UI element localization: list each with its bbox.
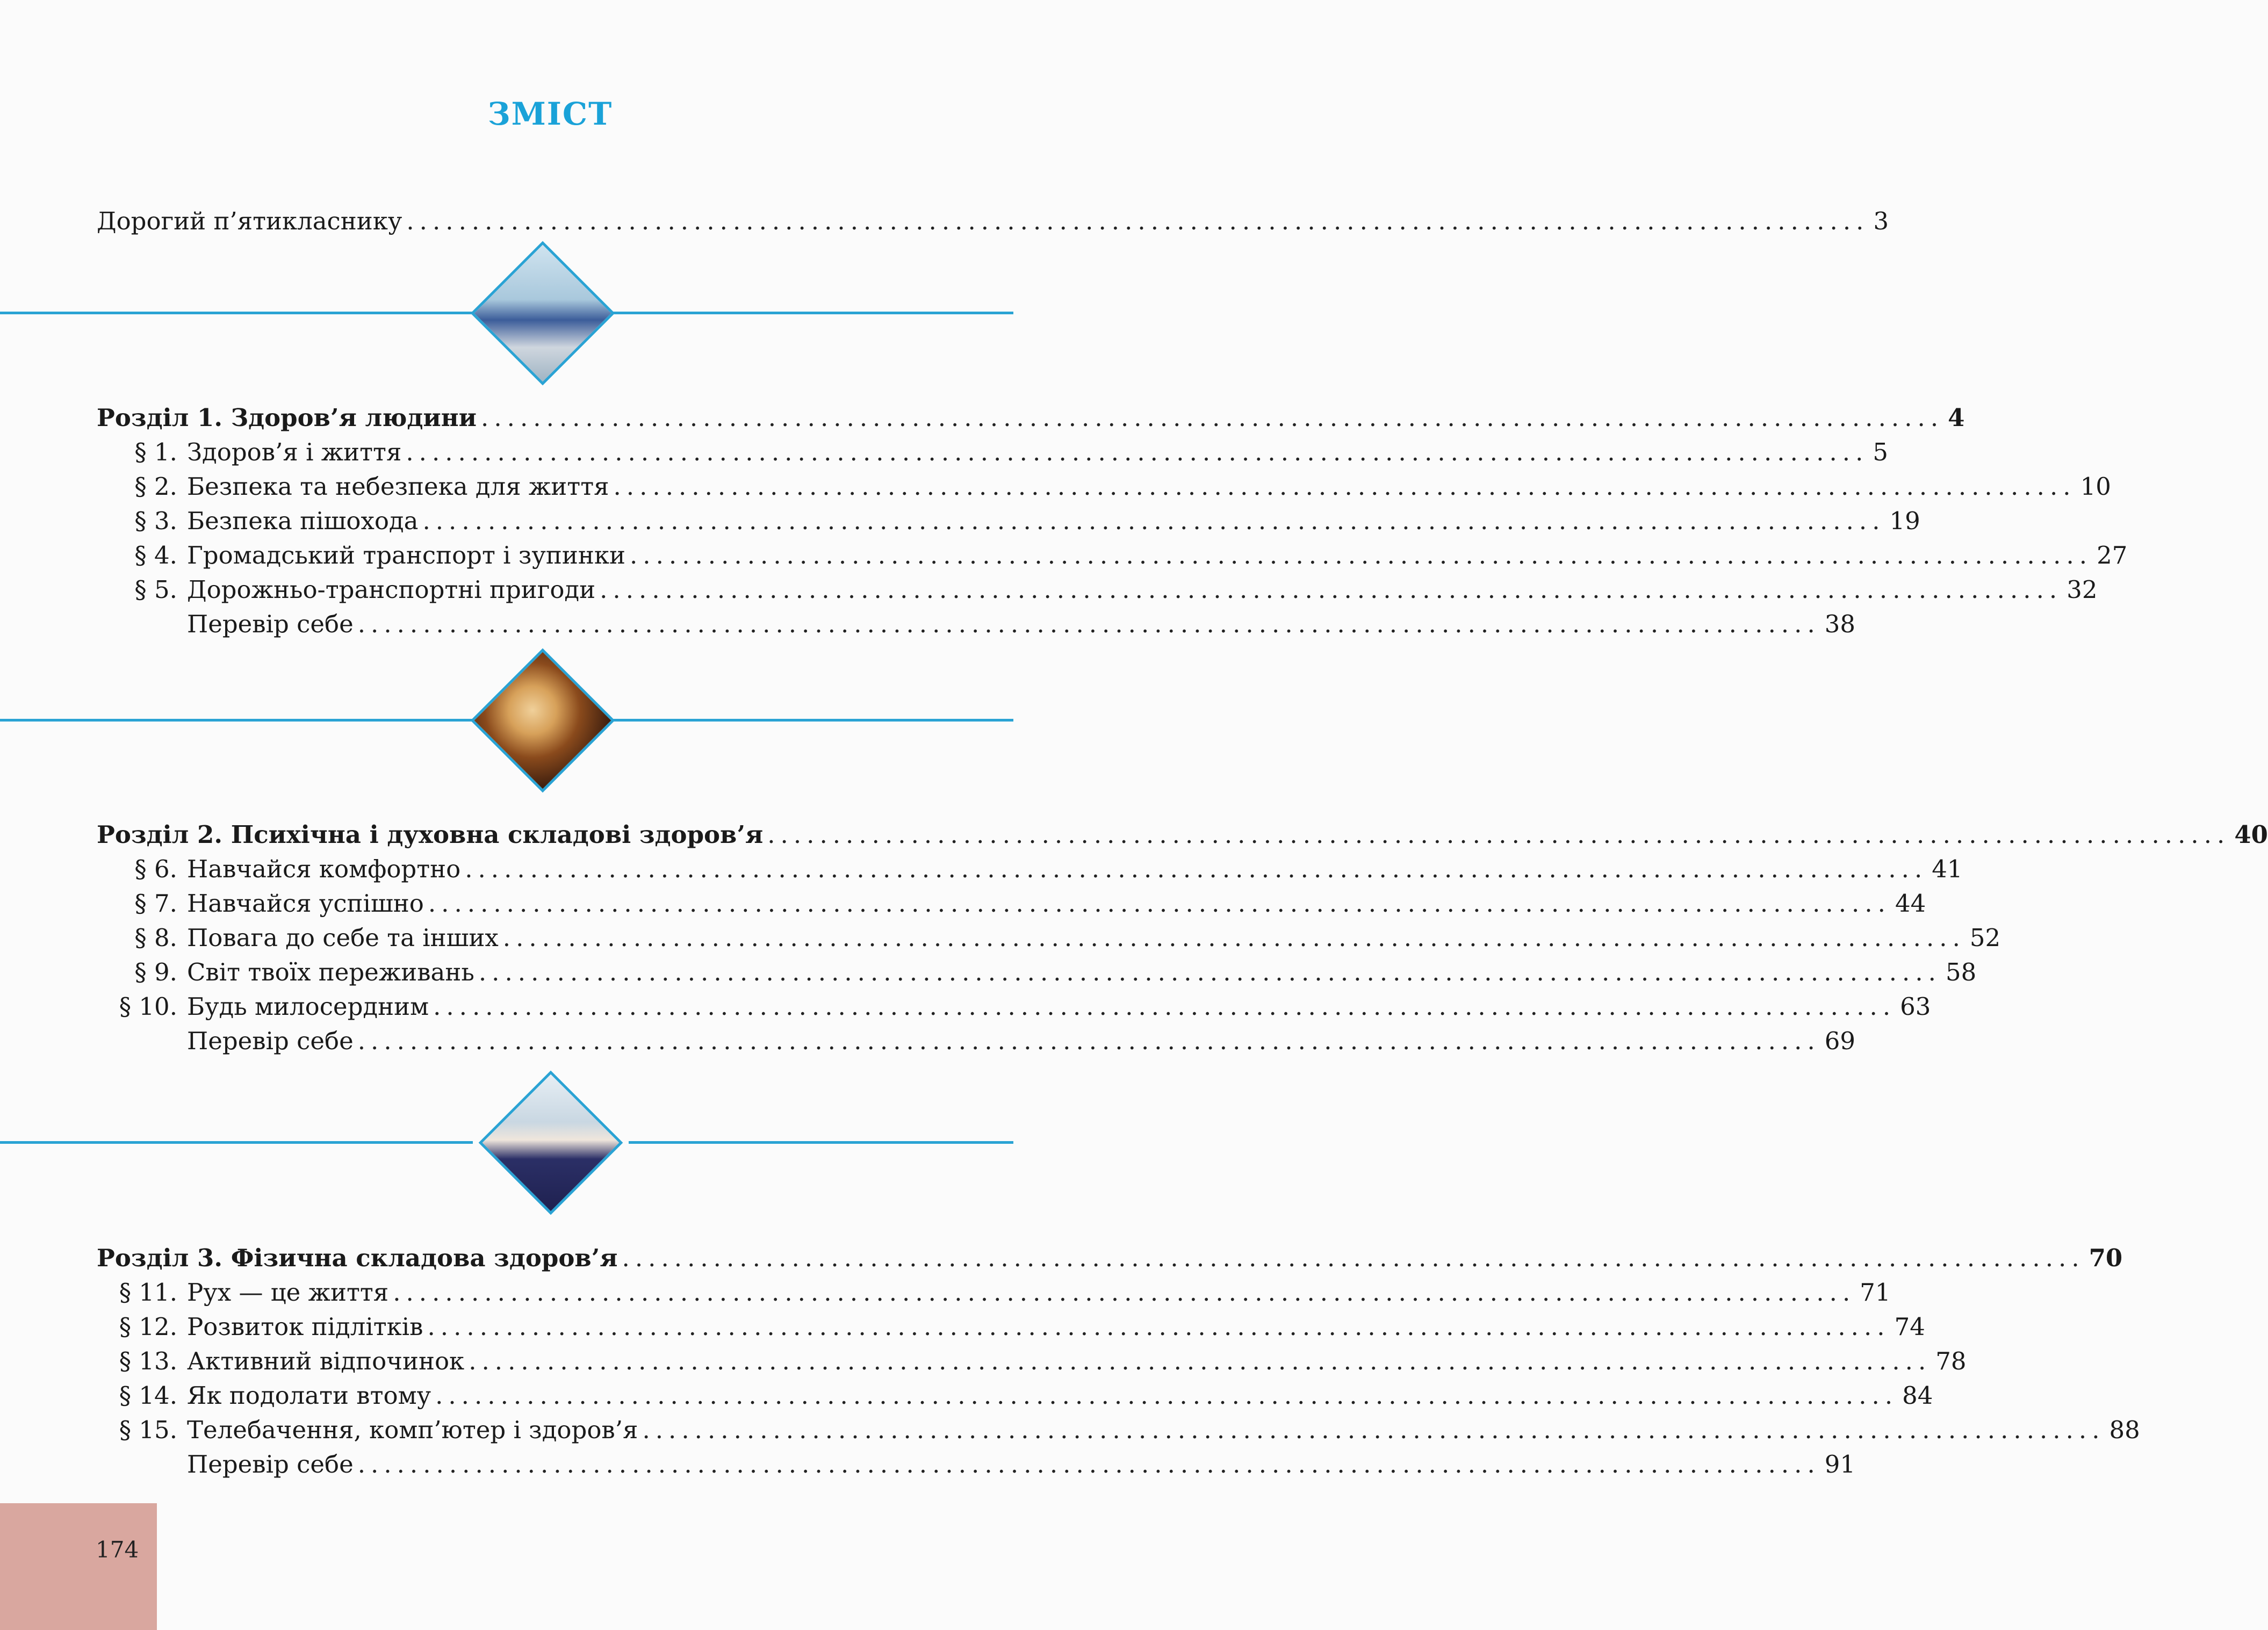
toc-leader: ................................................................................................................: [406, 207, 1869, 235]
toc-leader: ................................................................................................................: [478, 958, 1941, 986]
toc-label: Перевір себе: [187, 610, 354, 638]
toc-item[interactable]: [97, 573, 2098, 607]
toc-page: 19: [1889, 507, 1920, 535]
toc-intro[interactable]: [97, 204, 1889, 239]
section-2-heading[interactable]: [97, 818, 2268, 852]
toc-number: § 11.: [119, 1278, 177, 1307]
toc-leader: ................................................................................................................: [481, 403, 1944, 432]
toc-label: Як подолати втому: [187, 1381, 431, 1410]
toc-number: § 6.: [134, 855, 177, 883]
toc-leader: ................................................................................................................: [629, 541, 2093, 569]
toc-number: § 9.: [134, 958, 177, 986]
toc-label: Телебачення, комп’ютер і здоров’я: [187, 1416, 638, 1444]
toc-item-review[interactable]: [97, 607, 1856, 641]
toc-item[interactable]: [97, 990, 1931, 1024]
toc-number: § 14.: [119, 1381, 177, 1410]
toc-leader: ................................................................................................................: [427, 1312, 1890, 1341]
toc-item[interactable]: [97, 1310, 1925, 1344]
toc-page: 84: [1902, 1381, 1933, 1410]
divider-line-left: [0, 1141, 473, 1144]
toc-leader: ................................................................................................................: [406, 438, 1869, 466]
toc-label: Розвиток підлітків: [187, 1312, 423, 1341]
toc-leader: ................................................................................................................: [433, 992, 1896, 1021]
toc-label: Безпека пішохода: [187, 507, 419, 535]
toc-page: 69: [1824, 1027, 1856, 1055]
toc-number: § 2.: [134, 472, 177, 501]
toc-number: § 1.: [134, 438, 177, 466]
page-title: ЗМІСТ: [487, 96, 613, 132]
divider-line-right: [629, 1141, 1013, 1144]
toc-item[interactable]: [97, 852, 1963, 886]
photo-sledding-boy: [471, 241, 615, 386]
toc-item[interactable]: [97, 886, 1926, 921]
toc-page: 78: [1935, 1347, 1967, 1375]
toc-label: Здоров’я і життя: [187, 438, 402, 466]
photo-hockey-player: [479, 1071, 623, 1215]
toc-page: 91: [1824, 1450, 1856, 1478]
toc-number: § 12.: [119, 1312, 177, 1341]
toc-number: § 13.: [119, 1347, 177, 1375]
toc-label: Розділ 1. Здоров’я людини: [97, 403, 477, 432]
toc-label: Розділ 3. Фізична складова здоров’я: [97, 1244, 618, 1272]
toc-item-review[interactable]: [97, 1024, 1856, 1058]
toc-leader: ................................................................................................................: [465, 855, 1928, 883]
page-corner-tab: [0, 1503, 157, 1630]
toc-number: § 5.: [134, 575, 177, 604]
toc-item[interactable]: [97, 1275, 1891, 1310]
toc-number: § 8.: [134, 924, 177, 952]
toc-page: 70: [2089, 1244, 2123, 1272]
toc-page: 38: [1824, 610, 1856, 638]
toc-item[interactable]: [97, 1413, 2140, 1447]
toc-label: Дорожньо-транспортні пригоди: [187, 575, 596, 604]
toc-label: Будь милосердним: [187, 992, 429, 1021]
toc-item[interactable]: [97, 1344, 1967, 1379]
toc-label: Світ твоїх переживань: [187, 958, 474, 986]
toc-number: § 3.: [134, 507, 177, 535]
toc-item[interactable]: [97, 435, 1889, 470]
toc-number: § 4.: [134, 541, 177, 569]
toc-label: Безпека та небезпека для життя: [187, 472, 609, 501]
toc-leader: ................................................................................................................: [642, 1416, 2105, 1444]
toc-page: 44: [1895, 889, 1926, 918]
toc-item[interactable]: [97, 538, 2128, 573]
toc-page: 74: [1894, 1312, 1925, 1341]
toc-page: 3: [1873, 207, 1889, 235]
toc-number: § 10.: [119, 992, 177, 1021]
toc-page: 71: [1860, 1278, 1891, 1307]
toc-label: Громадський транспорт і зупинки: [187, 541, 625, 569]
toc-label: Навчайся успішно: [187, 889, 424, 918]
toc-leader: ................................................................................................................: [469, 1347, 1932, 1375]
divider-line-left: [0, 719, 473, 722]
toc-page: 40: [2234, 820, 2268, 849]
toc-page: 41: [1932, 855, 1963, 883]
toc-leader: ................................................................................................................: [393, 1278, 1856, 1307]
divider-line-right: [613, 312, 1013, 314]
toc-page: 5: [1873, 438, 1889, 466]
toc-item[interactable]: [97, 504, 1920, 538]
toc-item[interactable]: [97, 1379, 1933, 1413]
toc-item-review[interactable]: [97, 1447, 1856, 1482]
toc-leader: ................................................................................................................: [428, 889, 1891, 918]
toc-label: Перевір себе: [187, 1027, 354, 1055]
toc-number: § 7.: [134, 889, 177, 918]
toc-leader: ................................................................................................................: [622, 1244, 2085, 1272]
toc-leader: ................................................................................................................: [357, 610, 1820, 638]
toc-item[interactable]: [97, 955, 1977, 990]
toc-leader: ................................................................................................................: [502, 924, 1965, 952]
toc-page: 4: [1948, 403, 1965, 432]
toc-leader: ................................................................................................................: [435, 1381, 1898, 1410]
toc-page: 32: [2067, 575, 2098, 604]
section-3-heading[interactable]: [97, 1241, 2123, 1275]
toc-label: Перевір себе: [187, 1450, 354, 1478]
toc-page: 27: [2097, 541, 2128, 569]
toc-label: Рух — це життя: [187, 1278, 389, 1307]
divider-line-left: [0, 312, 473, 314]
toc-leader: ................................................................................................................: [357, 1027, 1820, 1055]
toc-page: 63: [1900, 992, 1931, 1021]
toc-label: Активний відпочинок: [187, 1347, 465, 1375]
toc-leader: ................................................................................................................: [600, 575, 2063, 604]
toc-leader: ................................................................................................................: [357, 1450, 1820, 1478]
photo-smiling-girls: [471, 648, 615, 793]
divider-line-right: [613, 719, 1013, 722]
toc-leader: ................................................................................................................: [422, 507, 1885, 535]
toc-label: Повага до себе та інших: [187, 924, 499, 952]
page-number: 174: [96, 1537, 139, 1563]
toc-item[interactable]: [97, 921, 2001, 955]
toc-page: 10: [2080, 472, 2111, 501]
toc-page: 88: [2109, 1416, 2140, 1444]
toc-leader: ................................................................................................................: [613, 472, 2076, 501]
toc-number: § 15.: [119, 1416, 177, 1444]
toc-label: Навчайся комфортно: [187, 855, 461, 883]
toc-page: 52: [1969, 924, 2001, 952]
toc-leader: ................................................................................................................: [767, 820, 2230, 849]
toc-item[interactable]: [97, 470, 2111, 504]
toc-label: Дорогий п’ятикласнику: [97, 207, 402, 235]
section-1-heading[interactable]: [97, 401, 1965, 435]
toc-page: 58: [1945, 958, 1977, 986]
toc-label: Розділ 2. Психічна і духовна складові здоров’я: [97, 820, 764, 849]
